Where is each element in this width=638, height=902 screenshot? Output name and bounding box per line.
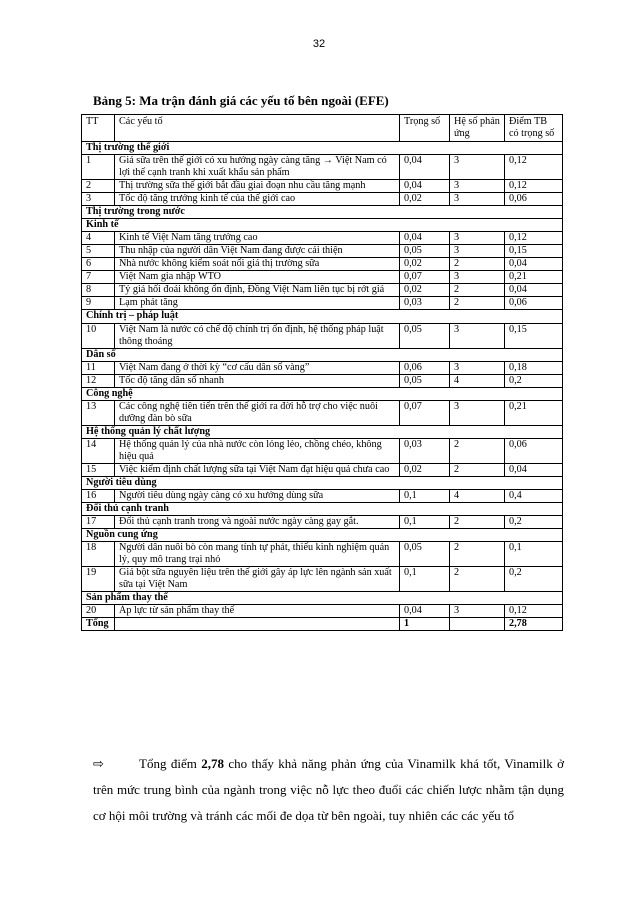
- cell-tt: 8: [82, 284, 115, 297]
- cell-weight: 0,05: [400, 542, 450, 567]
- cell-weight: 0,05: [400, 323, 450, 348]
- cell-factor: [115, 618, 400, 631]
- table-section-row: [82, 219, 563, 232]
- table-row: [82, 374, 563, 387]
- cell-weight: 0,04: [400, 155, 450, 180]
- table-row: [82, 400, 563, 425]
- cell-tt: Tổng: [82, 618, 115, 631]
- cell-response: 3: [450, 155, 505, 180]
- cell-response: 2: [450, 438, 505, 463]
- cell-weight: 0,1: [400, 489, 450, 502]
- cell-score: 2,78: [505, 618, 563, 631]
- cell-factor: Tốc độ tăng trưởng kinh tế của thế giới cao: [115, 193, 400, 206]
- cell-response: 3: [450, 245, 505, 258]
- table-total-row: [82, 618, 563, 631]
- table-row: [82, 284, 563, 297]
- header-tt: TT: [82, 115, 115, 142]
- cell-response: 3: [450, 180, 505, 193]
- cell-tt: 10: [82, 323, 115, 348]
- cell-response: [450, 618, 505, 631]
- cell-factor: Lạm phát tăng: [115, 297, 400, 310]
- header-response: Hệ số phản ứng: [450, 115, 505, 142]
- cell-tt: 19: [82, 567, 115, 592]
- cell-tt: 7: [82, 271, 115, 284]
- section-label: Công nghệ: [82, 387, 563, 400]
- cell-factor: Thu nhập của người dân Việt Nam đang được cải thiện: [115, 245, 400, 258]
- table-section-row: [82, 387, 563, 400]
- cell-score: 0,1: [505, 542, 563, 567]
- table-body: [82, 142, 563, 631]
- cell-weight: 0,02: [400, 193, 450, 206]
- cell-response: 2: [450, 463, 505, 476]
- table-section-row: [82, 348, 563, 361]
- cell-factor: Thị trường sữa thế giới bắt đầu giai đoạn nhu cầu tăng mạnh: [115, 180, 400, 193]
- table-row: [82, 463, 563, 476]
- cell-response: 4: [450, 489, 505, 502]
- cell-tt: 11: [82, 361, 115, 374]
- header-factor: Các yếu tố: [115, 115, 400, 142]
- table-row: [82, 180, 563, 193]
- cell-weight: 0,02: [400, 258, 450, 271]
- table-row: [82, 489, 563, 502]
- section-label: Kinh tế: [82, 219, 563, 232]
- cell-score: 0,21: [505, 400, 563, 425]
- cell-weight: 0,03: [400, 297, 450, 310]
- cell-tt: 4: [82, 232, 115, 245]
- cell-factor: Đối thủ cạnh tranh trong và ngoài nước ngày càng gay gắt.: [115, 515, 400, 528]
- table-row: [82, 232, 563, 245]
- table-row: [82, 245, 563, 258]
- section-label: Nguồn cung ứng: [82, 529, 563, 542]
- table-section-row: [82, 310, 563, 323]
- cell-score: 0,2: [505, 567, 563, 592]
- cell-tt: 6: [82, 258, 115, 271]
- table-row: [82, 567, 563, 592]
- cell-score: 0,06: [505, 438, 563, 463]
- cell-score: 0,12: [505, 180, 563, 193]
- cell-response: 3: [450, 232, 505, 245]
- table-row: [82, 323, 563, 348]
- table-row: [82, 542, 563, 567]
- cell-factor: Các công nghệ tiên tiến trên thế giới ra đời hỗ trợ cho việc nuôi dưỡng đàn bò sữa: [115, 400, 400, 425]
- cell-response: 4: [450, 374, 505, 387]
- efe-matrix-table: [81, 114, 563, 631]
- cell-tt: 5: [82, 245, 115, 258]
- table-row: [82, 297, 563, 310]
- cell-score: 0,12: [505, 232, 563, 245]
- section-label: Đối thủ cạnh tranh: [82, 502, 563, 515]
- cell-weight: 0,06: [400, 361, 450, 374]
- cell-factor: Tốc độ tăng dân số nhanh: [115, 374, 400, 387]
- cell-weight: 0,04: [400, 180, 450, 193]
- cell-weight: 0,1: [400, 515, 450, 528]
- cell-score: 0,12: [505, 605, 563, 618]
- cell-score: 0,2: [505, 374, 563, 387]
- cell-factor: Giá bột sữa nguyên liệu trên thế giới gây áp lực lên ngành sản xuất sữa tại Việt Nam: [115, 567, 400, 592]
- table-caption: Bảng 5: Ma trận đánh giá các yếu tố bên ngoài (EFE): [93, 93, 389, 108]
- header-weight: Trọng số: [400, 115, 450, 142]
- conclusion-total: 2,78: [201, 756, 224, 771]
- cell-factor: Hệ thống quản lý của nhà nước còn lỏng lẻo, chồng chéo, không hiệu quả: [115, 438, 400, 463]
- cell-score: 0,2: [505, 515, 563, 528]
- cell-tt: 20: [82, 605, 115, 618]
- cell-weight: 0,02: [400, 463, 450, 476]
- conclusion-text: cho thấy khả năng phản ứng của Vinamilk khá tốt, Vinamilk ở trên mức trung bình của ngành trong việc nỗ lực theo đuổi các chiến lược nhằm tận dụng cơ hội môi trường và tránh các mối đe dọa từ bên ngoài, tuy nhiên các các yếu tố: [93, 756, 564, 823]
- table-row: [82, 438, 563, 463]
- cell-response: 3: [450, 361, 505, 374]
- cell-score: 0,12: [505, 155, 563, 180]
- cell-factor: Kinh tế Việt Nam tăng trưởng cao: [115, 232, 400, 245]
- cell-score: 0,04: [505, 284, 563, 297]
- section-label: Hệ thống quản lý chất lượng: [82, 425, 563, 438]
- cell-weight: 0,03: [400, 438, 450, 463]
- cell-response: 2: [450, 515, 505, 528]
- cell-weight: 1: [400, 618, 450, 631]
- table-section-row: [82, 476, 563, 489]
- cell-factor: Áp lực từ sản phẩm thay thế: [115, 605, 400, 618]
- cell-score: 0,18: [505, 361, 563, 374]
- table-header-row: [82, 115, 563, 142]
- cell-score: 0,15: [505, 245, 563, 258]
- cell-tt: 14: [82, 438, 115, 463]
- cell-score: 0,04: [505, 463, 563, 476]
- cell-response: 3: [450, 605, 505, 618]
- table-row: [82, 361, 563, 374]
- cell-factor: Việt Nam gia nhập WTO: [115, 271, 400, 284]
- page-number: 32: [312, 38, 326, 50]
- cell-response: 2: [450, 258, 505, 271]
- cell-tt: 13: [82, 400, 115, 425]
- table-row: [82, 271, 563, 284]
- cell-weight: 0,04: [400, 605, 450, 618]
- cell-score: 0,21: [505, 271, 563, 284]
- cell-tt: 3: [82, 193, 115, 206]
- cell-weight: 0,04: [400, 232, 450, 245]
- table-section-row: [82, 142, 563, 155]
- table-section-row: [82, 502, 563, 515]
- cell-weight: 0,02: [400, 284, 450, 297]
- section-label: Dân số: [82, 348, 563, 361]
- table-row: [82, 258, 563, 271]
- cell-response: 2: [450, 567, 505, 592]
- section-label: Thị trường thế giới: [82, 142, 563, 155]
- cell-score: 0,04: [505, 258, 563, 271]
- table-section-row: [82, 529, 563, 542]
- conclusion-paragraph: [93, 751, 564, 829]
- conclusion-lead: Tổng điểm: [139, 756, 202, 771]
- cell-factor: Việt Nam là nước có chế độ chính trị ổn định, hệ thống pháp luật thông thoáng: [115, 323, 400, 348]
- cell-tt: 12: [82, 374, 115, 387]
- section-label: Chính trị – pháp luật: [82, 310, 563, 323]
- cell-tt: 17: [82, 515, 115, 528]
- cell-factor: Giá sữa trên thế giới có xu hướng ngày càng tăng → Việt Nam có lợi thế cạnh tranh khi xuất khẩu sản phẩm: [115, 155, 400, 180]
- cell-factor: Việc kiểm định chất lượng sữa tại Việt Nam đạt hiệu quả chưa cao: [115, 463, 400, 476]
- cell-tt: 2: [82, 180, 115, 193]
- cell-tt: 18: [82, 542, 115, 567]
- table-section-row: [82, 592, 563, 605]
- cell-response: 2: [450, 284, 505, 297]
- cell-weight: 0,07: [400, 271, 450, 284]
- cell-response: 2: [450, 297, 505, 310]
- cell-weight: 0,05: [400, 374, 450, 387]
- cell-score: 0,06: [505, 193, 563, 206]
- cell-response: 3: [450, 271, 505, 284]
- cell-response: 3: [450, 193, 505, 206]
- cell-tt: 1: [82, 155, 115, 180]
- cell-score: 0,06: [505, 297, 563, 310]
- cell-factor: Nhà nước không kiểm soát nổi giá thị trường sữa: [115, 258, 400, 271]
- cell-factor: Người tiêu dùng ngày càng có xu hướng dùng sữa: [115, 489, 400, 502]
- table-row: [82, 515, 563, 528]
- section-label: Thị trường trong nước: [82, 206, 563, 219]
- cell-tt: 16: [82, 489, 115, 502]
- table-section-row: [82, 206, 563, 219]
- header-score: Điểm TB có trọng số: [505, 115, 563, 142]
- cell-weight: 0,07: [400, 400, 450, 425]
- cell-response: 3: [450, 323, 505, 348]
- cell-tt: 15: [82, 463, 115, 476]
- arrow-icon: ⇨: [93, 756, 104, 771]
- cell-factor: Việt Nam đang ở thời kỳ “cơ cấu dân số vàng”: [115, 361, 400, 374]
- table-section-row: [82, 425, 563, 438]
- table-row: [82, 605, 563, 618]
- cell-weight: 0,1: [400, 567, 450, 592]
- cell-weight: 0,05: [400, 245, 450, 258]
- cell-factor: Tỷ giá hối đoái không ổn định, Đồng Việt Nam liên tục bị rớt giá: [115, 284, 400, 297]
- cell-tt: 9: [82, 297, 115, 310]
- cell-response: 3: [450, 400, 505, 425]
- section-label: Sản phẩm thay thế: [82, 592, 563, 605]
- cell-factor: Người dân nuôi bò còn mang tính tự phát, thiếu kinh nghiệm quản lý, quy mô trang trại nhỏ: [115, 542, 400, 567]
- table-row: [82, 193, 563, 206]
- cell-score: 0,4: [505, 489, 563, 502]
- section-label: Người tiêu dùng: [82, 476, 563, 489]
- cell-score: 0,15: [505, 323, 563, 348]
- table-row: [82, 155, 563, 180]
- cell-response: 2: [450, 542, 505, 567]
